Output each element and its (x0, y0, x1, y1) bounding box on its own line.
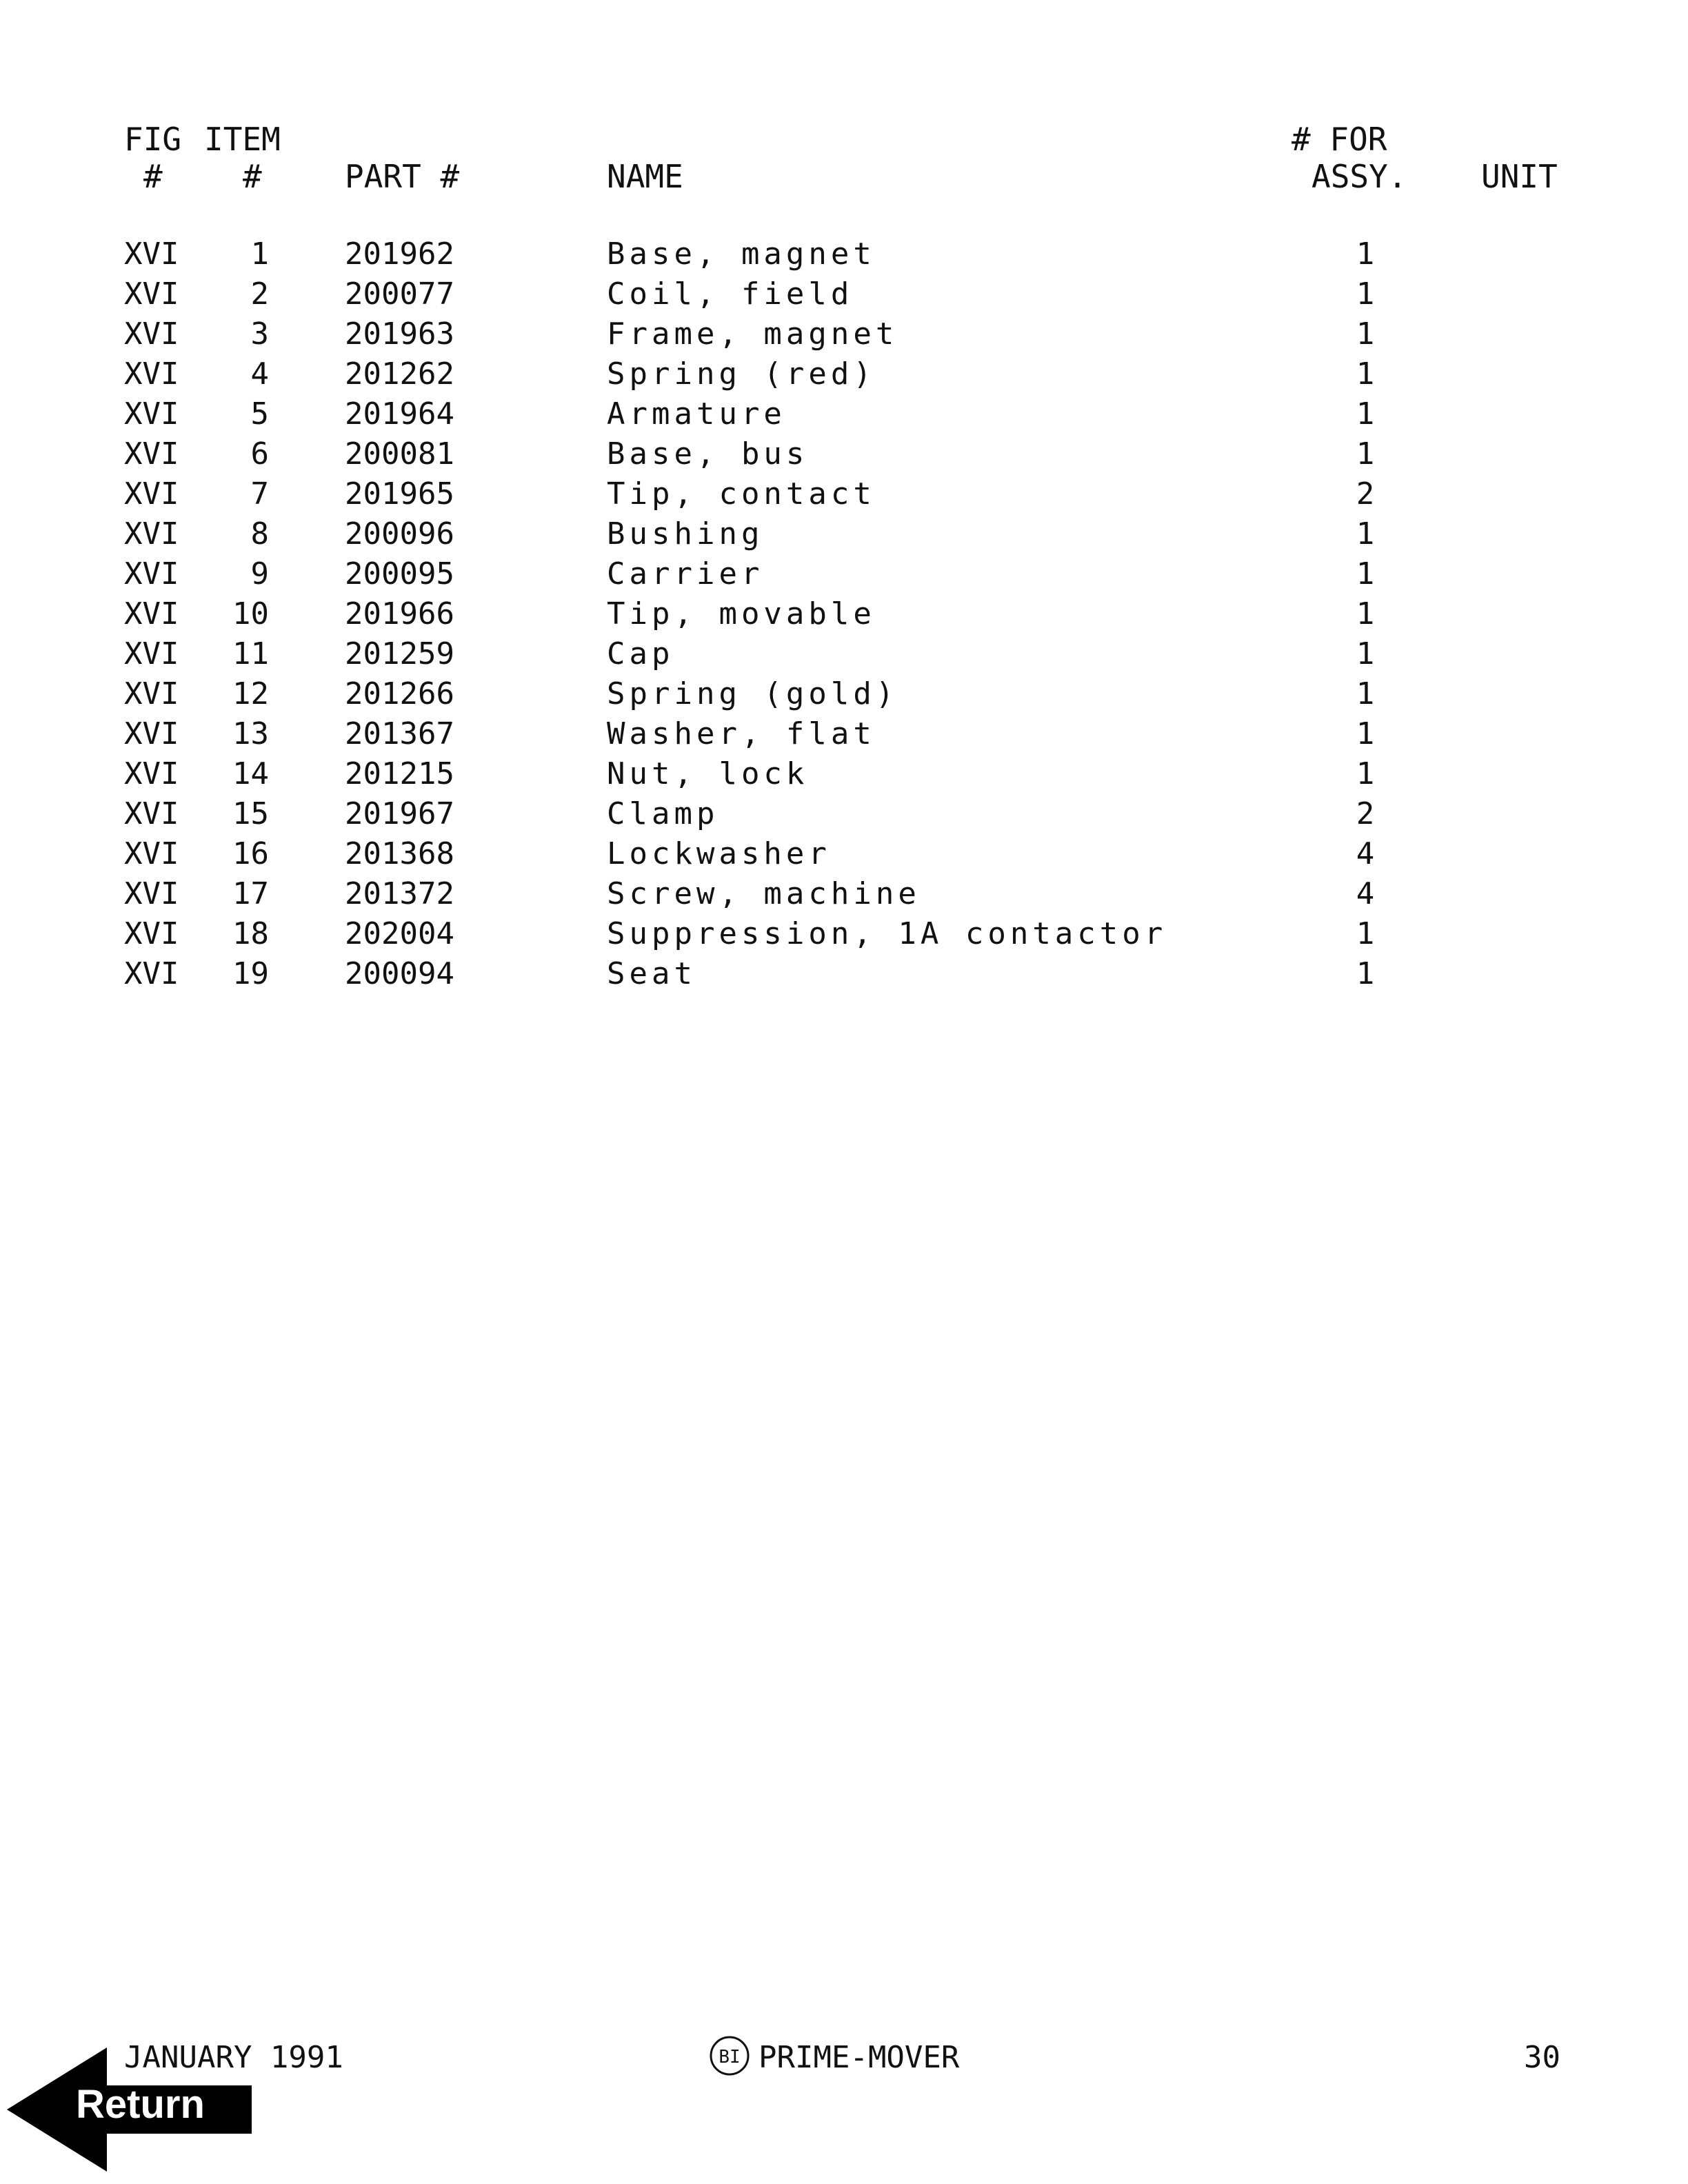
part-name-cell: Frame, magnet (607, 316, 898, 352)
table-row (0, 514, 1688, 554)
part-number-cell: 201259 (345, 636, 454, 671)
table-row (0, 274, 1688, 314)
page-number: 30 (1524, 2040, 1560, 2075)
fig-cell: XVI (124, 916, 179, 951)
part-name-cell: Carrier (607, 556, 764, 592)
table-row (0, 954, 1688, 994)
table-row (0, 434, 1688, 474)
part-number-cell: 201368 (345, 836, 454, 871)
header-item-line2: # (243, 158, 262, 195)
item-cell: 13 (232, 716, 269, 751)
part-name-cell: Suppression, 1A contactor (607, 916, 1167, 951)
item-cell: 17 (232, 876, 269, 911)
table-row (0, 914, 1688, 954)
item-cell: 11 (232, 636, 269, 671)
item-cell: 10 (232, 596, 269, 631)
item-cell: 19 (232, 956, 269, 991)
item-cell: 12 (232, 676, 269, 711)
part-name-cell: Seat (607, 956, 696, 991)
part-number-cell: 201266 (345, 676, 454, 711)
part-number-cell: 201964 (345, 396, 454, 432)
quantity-cell: 2 (1356, 796, 1375, 831)
part-number-cell: 201967 (345, 796, 454, 831)
fig-cell: XVI (124, 316, 179, 352)
fig-cell: XVI (124, 876, 179, 911)
fig-cell: XVI (124, 676, 179, 711)
item-cell: 14 (232, 756, 269, 791)
part-number-cell: 202004 (345, 916, 454, 951)
part-name-cell: Cap (607, 636, 674, 671)
part-number-cell: 200094 (345, 956, 454, 991)
quantity-cell: 1 (1356, 356, 1375, 392)
fig-cell: XVI (124, 796, 179, 831)
quantity-cell: 1 (1356, 316, 1375, 352)
part-name-cell: Spring (red) (607, 356, 876, 392)
header-fig-line2: # (143, 158, 163, 195)
quantity-cell: 1 (1356, 956, 1375, 991)
part-number-cell: 201963 (345, 316, 454, 352)
table-row (0, 474, 1688, 514)
fig-cell: XVI (124, 716, 179, 751)
quantity-cell: 1 (1356, 556, 1375, 592)
part-name-cell: Tip, movable (607, 596, 876, 631)
part-name-cell: Bushing (607, 516, 764, 552)
table-row (0, 314, 1688, 354)
quantity-cell: 1 (1356, 396, 1375, 432)
part-number-cell: 201965 (345, 476, 454, 512)
item-cell: 15 (232, 796, 269, 831)
part-number-cell: 200095 (345, 556, 454, 592)
quantity-cell: 1 (1356, 516, 1375, 552)
table-row (0, 394, 1688, 434)
quantity-cell: 1 (1356, 436, 1375, 472)
fig-cell: XVI (124, 836, 179, 871)
part-number-cell: 200077 (345, 276, 454, 312)
item-cell: 9 (250, 556, 269, 592)
item-cell: 2 (250, 276, 269, 312)
header-for-assy-line1: # FOR (1292, 121, 1387, 158)
fig-cell: XVI (124, 956, 179, 991)
part-name-cell: Spring (gold) (607, 676, 898, 711)
table-row (0, 754, 1688, 794)
part-name-cell: Screw, machine (607, 876, 921, 911)
part-number-cell: 201262 (345, 356, 454, 392)
quantity-cell: 1 (1356, 276, 1375, 312)
quantity-cell: 1 (1356, 596, 1375, 631)
item-cell: 16 (232, 836, 269, 871)
table-row (0, 874, 1688, 914)
fig-cell: XVI (124, 476, 179, 512)
quantity-cell: 2 (1356, 476, 1375, 512)
item-cell: 18 (232, 916, 269, 951)
fig-cell: XVI (124, 636, 179, 671)
fig-cell: XVI (124, 276, 179, 312)
return-label: Return (76, 2082, 205, 2127)
header-item-line1: ITEM (204, 121, 281, 158)
part-name-cell: Armature (607, 396, 786, 432)
fig-cell: XVI (124, 236, 179, 272)
table-row (0, 594, 1688, 634)
fig-cell: XVI (124, 436, 179, 472)
quantity-cell: 1 (1356, 676, 1375, 711)
bi-logo-icon (709, 2035, 750, 2076)
item-cell: 7 (250, 476, 269, 512)
table-row (0, 674, 1688, 714)
logo-text: BI (719, 2047, 741, 2067)
table-row (0, 714, 1688, 754)
fig-cell: XVI (124, 556, 179, 592)
part-name-cell: Coil, field (607, 276, 854, 312)
part-name-cell: Tip, contact (607, 476, 876, 512)
item-cell: 1 (250, 236, 269, 272)
part-name-cell: Nut, lock (607, 756, 809, 791)
table-row (0, 554, 1688, 594)
fig-cell: XVI (124, 756, 179, 791)
header-fig-line1: FIG (124, 121, 182, 158)
part-name-cell: Base, magnet (607, 236, 876, 272)
part-number-cell: 200096 (345, 516, 454, 552)
part-name-cell: Base, bus (607, 436, 809, 472)
quantity-cell: 1 (1356, 756, 1375, 791)
part-name-cell: Clamp (607, 796, 719, 831)
part-number-cell: 201367 (345, 716, 454, 751)
fig-cell: XVI (124, 396, 179, 432)
part-name-cell: Lockwasher (607, 836, 831, 871)
return-button[interactable] (7, 2048, 255, 2172)
table-row (0, 634, 1688, 674)
part-number-cell: 201215 (345, 756, 454, 791)
item-cell: 5 (250, 396, 269, 432)
item-cell: 3 (250, 316, 269, 352)
item-cell: 6 (250, 436, 269, 472)
part-number-cell: 201962 (345, 236, 454, 272)
quantity-cell: 4 (1356, 836, 1375, 871)
quantity-cell: 1 (1356, 716, 1375, 751)
footer-title: PRIME-MOVER (758, 2040, 960, 2075)
fig-cell: XVI (124, 516, 179, 552)
item-cell: 8 (250, 516, 269, 552)
fig-cell: XVI (124, 596, 179, 631)
part-number-cell: 201372 (345, 876, 454, 911)
header-part: PART # (345, 158, 460, 195)
quantity-cell: 1 (1356, 916, 1375, 951)
quantity-cell: 1 (1356, 236, 1375, 272)
item-cell: 4 (250, 356, 269, 392)
table-row (0, 234, 1688, 274)
part-name-cell: Washer, flat (607, 716, 876, 751)
parts-table (0, 234, 1688, 994)
header-name: NAME (607, 158, 683, 195)
quantity-cell: 1 (1356, 636, 1375, 671)
header-for-assy-line2: ASSY. (1312, 158, 1407, 195)
part-number-cell: 200081 (345, 436, 454, 472)
header-unit: UNIT (1481, 158, 1558, 195)
part-number-cell: 201966 (345, 596, 454, 631)
table-row (0, 794, 1688, 834)
footer-date: JANUARY 1991 (124, 2040, 343, 2075)
table-row (0, 834, 1688, 874)
fig-cell: XVI (124, 356, 179, 392)
table-row (0, 354, 1688, 394)
quantity-cell: 4 (1356, 876, 1375, 911)
